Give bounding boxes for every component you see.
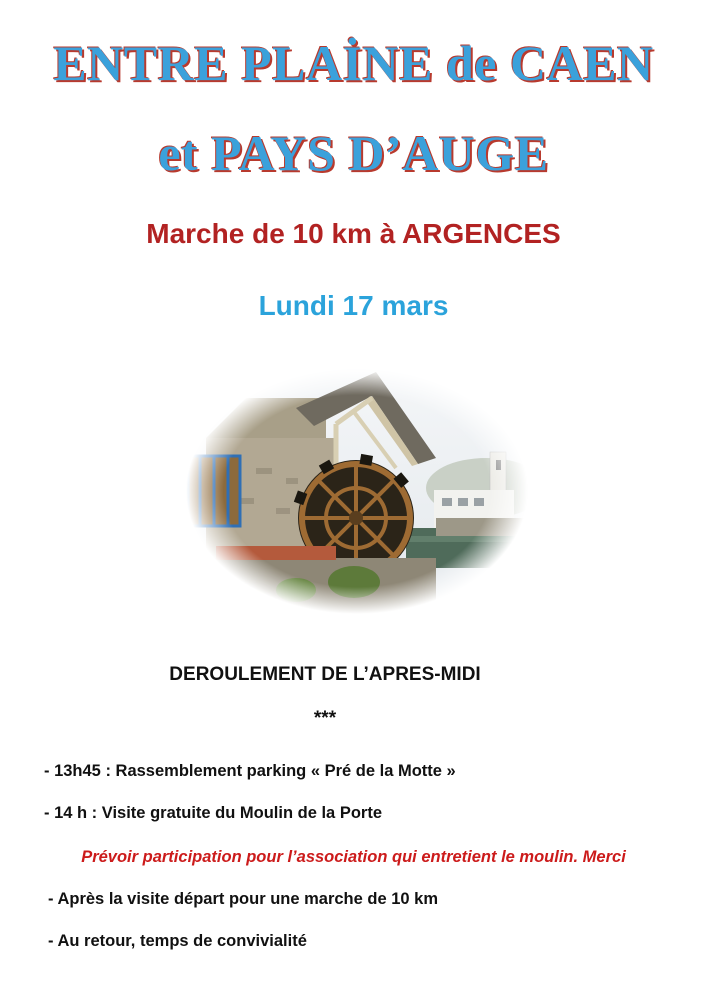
program-item-visit: - 14 h : Visite gratuite du Moulin de la Porte (44, 804, 382, 822)
participation-note: Prévoir participation pour l’association qui entretient le moulin. Merci (81, 848, 626, 866)
program-heading: DEROULEMENT DE L’APRES-MIDI (169, 664, 481, 685)
event-subtitle: Marche de 10 km à ARGENCES (146, 218, 561, 249)
program-item-return: - Au retour, temps de convivialité (48, 932, 307, 950)
program-item-gathering: - 13h45 : Rassemblement parking « Pré de la Motte » (44, 762, 456, 780)
mill-photo (186, 368, 528, 614)
title-line-2: et PAYS D’AUGE (158, 125, 549, 181)
separator-stars: *** (313, 708, 337, 729)
watermill-illustration (186, 368, 528, 614)
program-item-walk: - Après la visite départ pour une marche de 10 km (48, 890, 439, 908)
title-line-1: ENTRE PLAİNE de CAEN (53, 35, 654, 91)
event-date: Lundi 17 mars (258, 290, 449, 321)
